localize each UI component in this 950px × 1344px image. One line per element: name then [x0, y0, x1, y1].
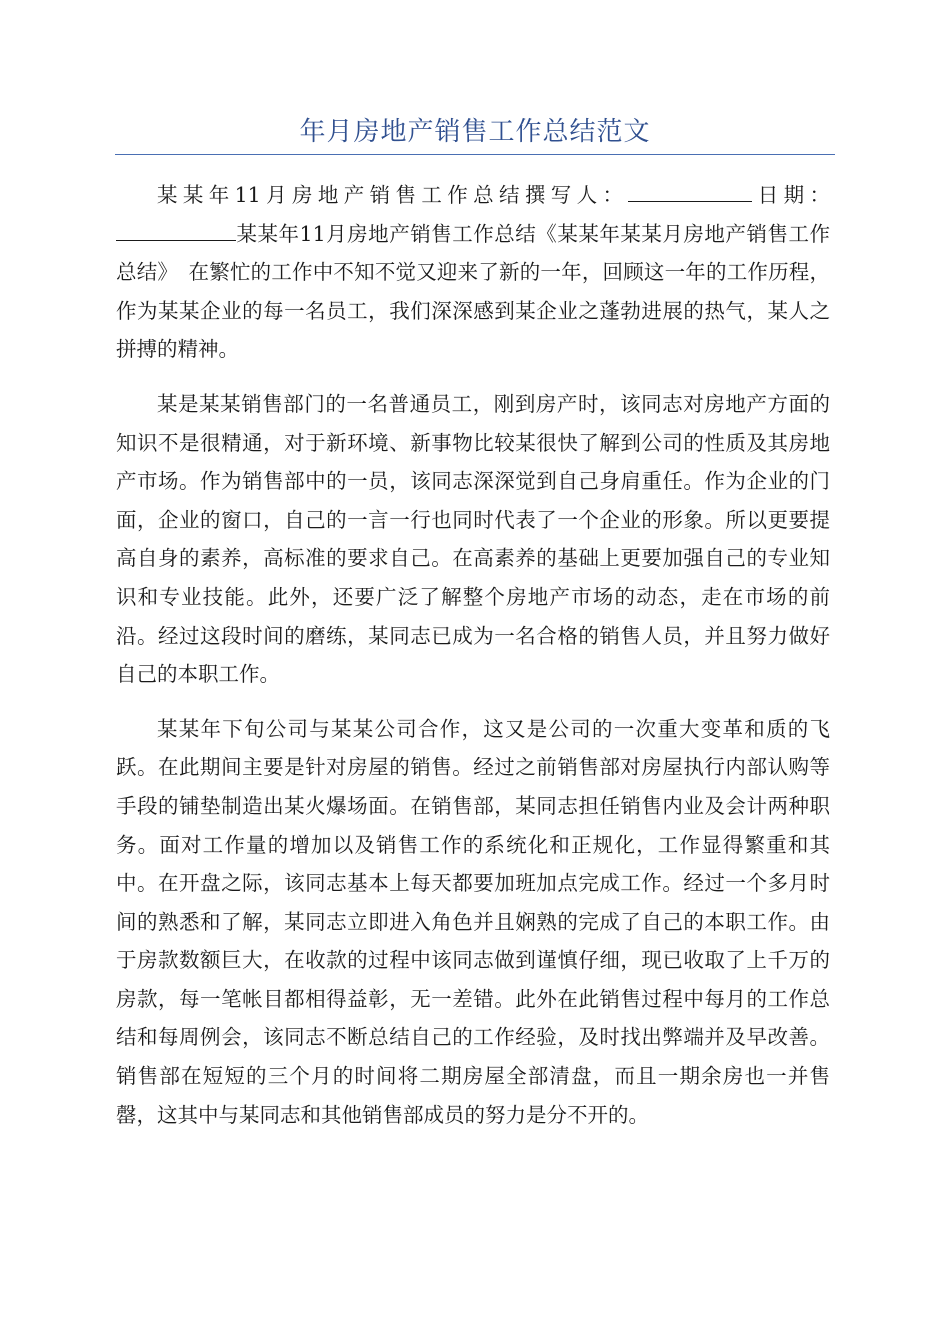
- document-body: [116, 176, 830, 1150]
- document-title: 年月房地产销售工作总结范文: [299, 117, 651, 147]
- intro-paragraph: [116, 176, 830, 369]
- body-paragraph-1: 某是某某销售部门的一名普通员工，刚到房产时，该同志对房地产方面的知识不是很精通，对于新环境、新事物比较某很快了解到公司的性质及其房地产市场。作为销售部中的一员，该同志深深觉到自己身肩重任。作为企业的门面，企业的窗口，自己的一言一行也同时代表了一个企业的形象。所以更要提高自身的素养，高标准的要求自己。在高素养的基础上更要加强自己的专业知识和专业技能。此外，还要广泛了解整个房地产市场的动态，走在市场的前沿。经过这段时间的磨练，某同志已成为一名合格的销售人员，并且努力做好自己的本职工作。: [116, 391, 830, 687]
- intro-text-date: 日期：: [752, 183, 831, 207]
- intro-text-author: 某某年11月房地产销售工作总结撰写人：: [157, 183, 629, 207]
- body-paragraph-2: 某某年下旬公司与某某公司合作，这又是公司的一次重大变革和质的飞跃。在此期间主要是针对房屋的销售。经过之前销售部对房屋执行内部认购等手段的铺垫制造出某火爆场面。在销售部，某同志担任销售内业及会计两种职务。面对工作量的增加以及销售工作的系统化和正规化，工作显得繁重和其中。在开盘之际，该同志基本上每天都要加班加点完成工作。经过一个多月时间的熟悉和了解，某同志立即进入角色并且娴熟的完成了自己的本职工作。由于房款数额巨大，在收款的过程中该同志做到谨慎仔细，现已收取了上千万的房款，每一笔帐目都相得益彰，无一差错。此外在此销售过程中每月的工作总结和每周例会，该同志不断总结自己的工作经验，及时找出弊端并及早改善。销售部在短短的三个月的时间将二期房屋全部清盘，而且一期余房也一并售罄，这其中与某同志和其他销售部成员的努力是分不开的。: [116, 716, 830, 1127]
- date-blank-line: [116, 218, 236, 241]
- title-divider: [115, 154, 835, 155]
- author-blank-line: [628, 179, 752, 202]
- intro-text-body: 某某年11月房地产销售工作总结《某某年某某月房地产销售工作总结》 在繁忙的工作中不知不觉又迎来了新的一年，回顾这一年的工作历程，作为某某企业的每一名员工，我们深深感到某企业之蓬勃进展的热气，某人之拼搏的精神。: [116, 221, 830, 362]
